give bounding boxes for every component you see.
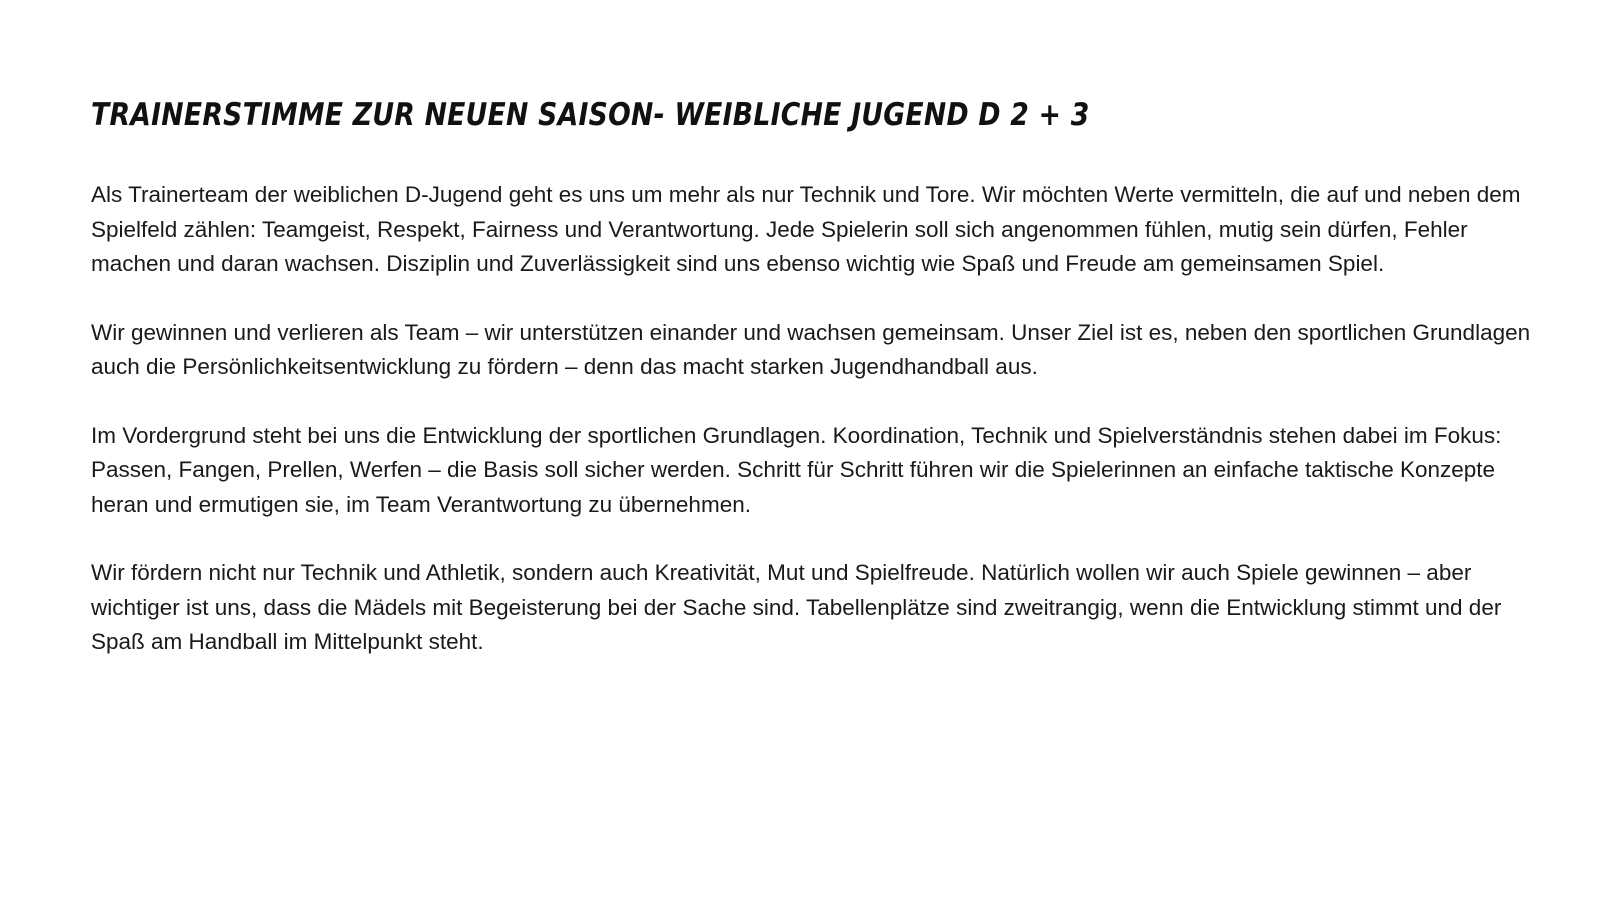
- paragraph-team: Wir gewinnen und verlieren als Team – wir unterstützen einander und wachsen gemeinsam. Unser Ziel ist es, neben den sportlichen Grundlagen auch die Persönlichkeitsentwicklung zu fördern – denn das macht starken Jugendhandball aus.: [91, 319, 1531, 379]
- document-content: [91, 90, 1531, 694]
- page-title: TRAINERSTIMME ZUR NEUEN SAISON- WEIBLICHE JUGEND D 2 + 3: [91, 97, 1090, 133]
- paragraph-fundamentals: Im Vordergrund steht bei uns die Entwicklung der sportlichen Grundlagen. Koordination, Technik und Spielverständnis stehen dabei im Fokus: Passen, Fangen, Prellen, Werfen – die Basis soll sicher werden. Schritt für Schritt führen wir die Spielerinnen an einfache taktische Konzepte heran und ermutigen sie, im Team Verantwortung zu übernehmen.: [91, 422, 1502, 517]
- paragraph-values: Als Trainerteam der weiblichen D-Jugend geht es uns um mehr als nur Technik und Tore. Wir möchten Werte vermitteln, die auf und neben dem Spielfeld zählen: Teamgeist, Respekt, Fairness und Verantwortung. Jede Spielerin soll sich angenommen fühlen, mutig sein dürfen, Fehler machen und daran wachsen. Disziplin und Zuverlässigkeit sind uns ebenso wichtig wie Spaß und Freude am gemeinsamen Spiel.: [91, 182, 1521, 276]
- paragraph-creativity: Wir fördern nicht nur Technik und Athletik, sondern auch Kreativität, Mut und Spielfreude. Natürlich wollen wir auch Spiele gewinnen – aber wichtiger ist uns, dass die Mädels mit Begeisterung bei der Sache sind. Tabellenplätze sind zweitrangig, wenn die Entwicklung stimmt und der Spaß am Handball im Mittelpunkt steht.: [91, 560, 1502, 654]
